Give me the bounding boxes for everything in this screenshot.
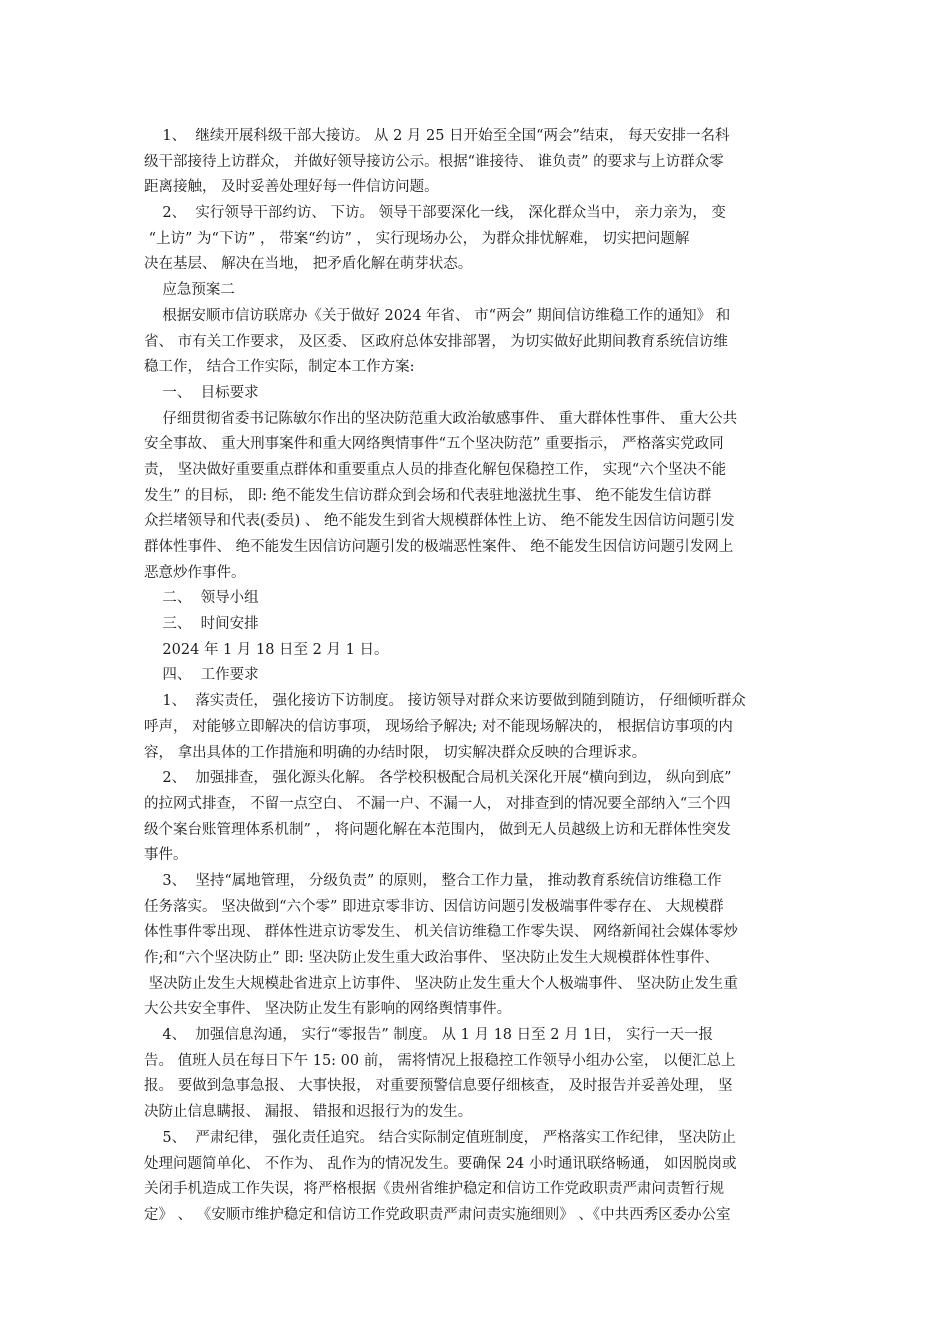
text-line: 省、 市有关工作要求， 及区委、 区政府总体安排部署， 为切实做好此期间教育系统信访维 (144, 333, 728, 350)
text-line: 容， 拿出具体的工作措施和明确的办结时限， 切实解决群众反映的合理诉求。 (144, 744, 647, 761)
text-line: 3、 坚持“属地管理， 分级负责” 的原则， 整合工作力量， 推动教育系统信访维稳工作 (144, 872, 722, 889)
text-line: 决防止信息瞒报、 漏报、 错报和迟报行为的发生。 (144, 1104, 473, 1121)
text-line: 2024 年 1 月 18 日至 2 月 1 日。 (144, 641, 389, 658)
text-line: 5、 严肃纪律， 强化责任追究。 结合实际制定值班制度， 严格落实工作纪律， 坚决防止 (144, 1129, 736, 1146)
text-line: 关闭手机造成工作失误，将严格根据《贵州省维护稳定和信访工作党政职责严肃问责暂行规 (144, 1181, 724, 1198)
text-line: 处理问题简单化、 不作为、 乱作为的情况发生。要确保 24 小时通讯联络畅通， 如因脱岗或 (144, 1155, 737, 1172)
text-line: 根据安顺市信访联席办《关于做好 2024 年省、 市“两会” 期间信访维稳工作的通知》 和 (144, 307, 731, 324)
section-heading: 二、 领导小组 (144, 590, 259, 607)
text-line: 报。 要做到急事急报、 大事快报， 对重要预警信息要仔细核查， 及时报告并妥善处理， 坚 (144, 1078, 733, 1095)
text-line: 大公共安全事件、 坚决防止发生有影响的网络舆情事件。 (144, 1001, 512, 1018)
text-line: 群体性事件、 绝不能发生因信访问题引发的极端恶性案件、 绝不能发生因信访问题引发网上 (144, 539, 734, 555)
text-line: 责， 坚决做好重要重点群体和重要重点人员的排查化解包保稳控工作， 实现“六个坚决不能 (144, 461, 727, 478)
text-line: 决在基层、 解决在当地， 把矛盾化解在萌芽状态。 (144, 256, 473, 273)
section-heading: 一、 目标要求 (144, 384, 259, 401)
section-heading: 三、 时间安排 (144, 616, 259, 633)
document-body (144, 124, 808, 1229)
text-line: 众拦堵领导和代表(委员) 、 绝不能发生到省大规模群体性上访、 绝不能发生因信访问题引发 (144, 513, 735, 530)
text-line: 仔细贯彻省委书记陈敏尔作出的坚决防范重大政治敏感事件、 重大群体性事件、 重大公共 (144, 410, 738, 427)
text-line: 呼声， 对能够立即解决的信访事项， 现场给予解决; 对不能现场解决的， 根据信访事项的内 (144, 718, 733, 735)
text-line: 体性事件零出现、 群体性进京访零发生、 机关信访维稳工作零失误、 网络新闻社会媒体零炒 (144, 924, 738, 941)
section-heading: 应急预案二 (144, 282, 235, 299)
text-line: 2、 加强排查， 强化源头化解。 各学校积极配合局机关深化开展“横向到边， 纵向到底” (144, 770, 732, 787)
text-line: 坚决防止发生大规模赴省进京上访事件、 坚决防止发生重大个人极端事件、 坚决防止发生重 (144, 975, 738, 992)
text-line: 级干部接待上访群众， 并做好领导接访公示。根据“谁接待、 谁负责” 的要求与上访群众零 (144, 153, 724, 170)
section-heading: 四、 工作要求 (144, 667, 259, 684)
text-line: 稳工作， 结合工作实际，制定本工作方案: (144, 359, 415, 376)
text-line: 定》 、 《安顺市维护稳定和信访工作党政职责严肃问责实施细则》 、《中共西秀区委办公室 (144, 1206, 731, 1223)
text-line: 距离接触， 及时妥善处理好每一件信访问题。 (144, 179, 439, 196)
text-line: 1、 继续开展科级干部大接访。 从 2 月 25 日开始至全国“两会”结束， 每天安排一名科 (144, 128, 730, 144)
text-line: 4、 加强信息沟通， 实行“零报告” 制度。 从 1 月 18 日至 2 月 1日， 实行一天一报 (144, 1027, 714, 1044)
text-line: 发生” 的目标， 即: 绝不能发生信访群众到会场和代表驻地滋扰生事、 绝不能发生信访群 (144, 487, 712, 504)
text-line: 级个案台账管理体系机制” ， 将问题化解在本范围内， 做到无人员越级上访和无群体性突发 (144, 821, 731, 838)
text-line: 安全事故、 重大刑事案件和重大网络舆情事件“五个坚决防范” 重要指示， 严格落实党政同 (144, 436, 724, 453)
text-line: 的拉网式排查， 不留一点空白、 不漏一户、不漏一人， 对排查到的情况要全部纳入“三个四 (144, 795, 731, 812)
text-line: “上访” 为“下访” ， 带案“约访” ， 实行现场办公， 为群众排忧解难， 切实把问题解 (144, 230, 690, 247)
text-line: 作;和“六个坚决防止” 即: 坚决防止发生重大政治事件、 坚决防止发生大规模群体性事件、 (144, 950, 719, 966)
text-line: 恶意炒作事件。 (144, 564, 246, 581)
text-line: 事件。 (144, 847, 188, 864)
text-line: 1、 落实责任， 强化接访下访制度。 接访领导对群众来访要做到随到随访， 仔细倾听群众 (144, 693, 746, 710)
text-line: 2、 实行领导干部约访、 下访。 领导干部要深化一线， 深化群众当中， 亲力亲为， 变 (144, 205, 726, 222)
text-line: 告。 值班人员在每日下午 15: 00 前， 需将情况上报稳控工作领导小组办公室， 以便汇总上 (144, 1052, 736, 1069)
text-line: 任务落实。 坚决做到“六个零” 即进京零非访、因信访问题引发极端事件零存在、 大规模群 (144, 898, 724, 915)
